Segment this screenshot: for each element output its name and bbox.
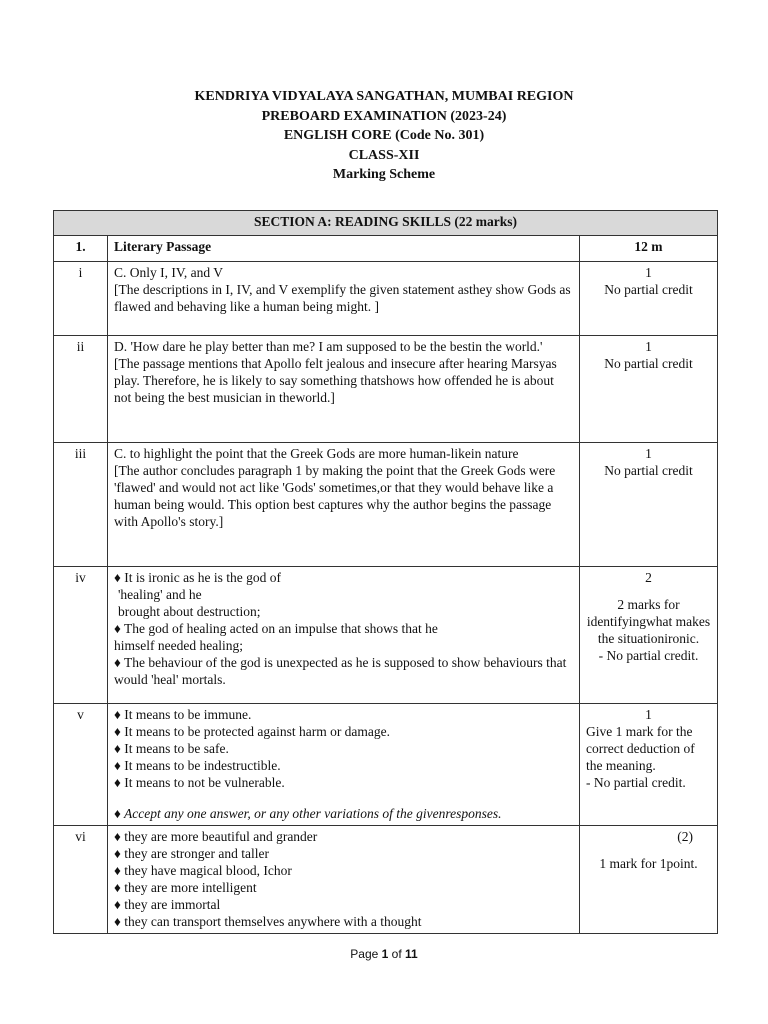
spacer (586, 586, 711, 596)
header-class: CLASS-XII (348, 147, 420, 163)
answer-note: ♦ Accept any one answer, or any other variations of the givenresponses. (114, 806, 502, 821)
answer-line: ♦ they are immortal (114, 897, 221, 912)
answer-line: ♦ It means to be indestructible. (114, 758, 281, 773)
page-label: Page (350, 947, 379, 961)
answer-line: C. to highlight the point that the Greek Gods are more human-likein nature (114, 446, 519, 461)
marks-note: 1 mark for 1point. (599, 856, 698, 871)
table-row (54, 704, 718, 826)
marks-note: - No partial credit. (585, 775, 686, 790)
marks-cell (579, 567, 717, 704)
header-doc-type: Marking Scheme (332, 167, 436, 182)
answer-line: ♦ they have magical blood, Ichor (114, 863, 292, 878)
section-header-row (54, 211, 718, 236)
spacer (586, 845, 711, 855)
question-marks: 12 m (579, 236, 717, 262)
row-number: iii (54, 443, 108, 567)
answer-cell (108, 262, 580, 336)
marks-cell (579, 336, 717, 443)
row-number: i (54, 262, 108, 336)
answer-cell (108, 336, 580, 443)
marks-cell (579, 262, 717, 336)
answer-line: ♦ It means to not be vulnerable. (114, 775, 285, 790)
marks-cell (579, 826, 717, 934)
marks-cell (579, 443, 717, 567)
answer-cell (108, 443, 580, 567)
answer-line: [The descriptions in I, IV, and V exemplify the given statement asthey show Gods as flawed and behaving like a human being might. ] (114, 282, 571, 314)
answer-line: ♦ they are more intelligent (114, 880, 257, 895)
answer-line: 'healing' and he (118, 587, 202, 602)
marks-value: 1 (645, 446, 652, 461)
marks-note: No partial credit (604, 356, 693, 371)
row-number: iv (54, 567, 108, 704)
answer-line: ♦ It means to be safe. (114, 741, 229, 756)
row-number: v (54, 704, 108, 826)
answer-line: ♦ they can transport themselves anywhere with a thought (114, 914, 422, 929)
page-total: 11 (405, 947, 418, 961)
row-number: vi (54, 826, 108, 934)
marks-cell (579, 704, 717, 826)
answer-line: ♦ they are stronger and taller (114, 846, 269, 861)
header-org: KENDRIYA VIDYALAYA SANGATHAN, MUMBAI REGION (194, 89, 574, 104)
page-of: of (391, 947, 402, 961)
page-footer (0, 947, 768, 961)
marks-value: 1 (645, 265, 652, 280)
table-row (54, 336, 718, 443)
marks-value: 2 (645, 570, 652, 585)
answer-line: himself needed healing; (114, 638, 243, 653)
table-row (54, 826, 718, 934)
answer-line: ♦ The god of healing acted on an impulse that shows that he (114, 621, 438, 636)
marks-note: 2 marks for identifyingwhat makes the situationironic. (586, 597, 711, 646)
marks-value: (2) (677, 829, 693, 844)
answer-line: ♦ they are more beautiful and grander (114, 829, 318, 844)
marks-note: Give 1 mark for the correct deduction of the meaning. (585, 724, 695, 773)
answer-cell (108, 567, 580, 704)
question-title: Literary Passage (108, 236, 580, 262)
marks-value: 1 (645, 339, 652, 354)
answer-cell (108, 704, 580, 826)
answer-cell (108, 826, 580, 934)
answer-line: ♦ The behaviour of the god is unexpected as he is supposed to show behaviours that would 'heal' mortals. (114, 655, 567, 687)
row-number: ii (54, 336, 108, 443)
section-title: SECTION A: READING SKILLS (22 marks) (54, 211, 718, 236)
table-row (54, 567, 718, 704)
answer-line: ♦ It is ironic as he is the god of (114, 570, 281, 585)
marking-scheme-table (53, 210, 718, 934)
marks-value: 1 (645, 707, 652, 722)
table-row (54, 443, 718, 567)
answer-line: ♦ It means to be immune. (114, 707, 252, 722)
answer-line: brought about destruction; (118, 604, 261, 619)
table-row (54, 262, 718, 336)
marks-note: No partial credit (604, 282, 693, 297)
answer-line: C. Only I, IV, and V (114, 265, 224, 280)
header-exam: PREBOARD EXAMINATION (2023-24) (261, 108, 507, 124)
marks-note: No partial credit (604, 463, 693, 478)
marks-note: - No partial credit. (598, 648, 699, 663)
answer-line: [The passage mentions that Apollo felt jealous and insecure after hearing Marsyas play. Therefore, he is likely to say something thatshows how offended he is about not being the best musician in theworld.] (114, 356, 557, 405)
question-number: 1. (54, 236, 108, 262)
question-header-row (54, 236, 718, 262)
answer-line: ♦ It means to be protected against harm or damage. (114, 724, 391, 739)
page-current: 1 (381, 947, 389, 961)
answer-line: D. 'How dare he play better than me? I am supposed to be the bestin the world.' (114, 339, 543, 354)
answer-line: [The author concludes paragraph 1 by making the point that the Greek Gods were 'flawed' and would not act like 'Gods' sometimes,or that they would behave like a human being would. This option best captures why the author begins the passage with Apollo's story.] (114, 463, 556, 529)
header-subject: ENGLISH CORE (Code No. 301) (283, 128, 485, 143)
spacer (114, 791, 573, 805)
document-header (0, 87, 768, 185)
